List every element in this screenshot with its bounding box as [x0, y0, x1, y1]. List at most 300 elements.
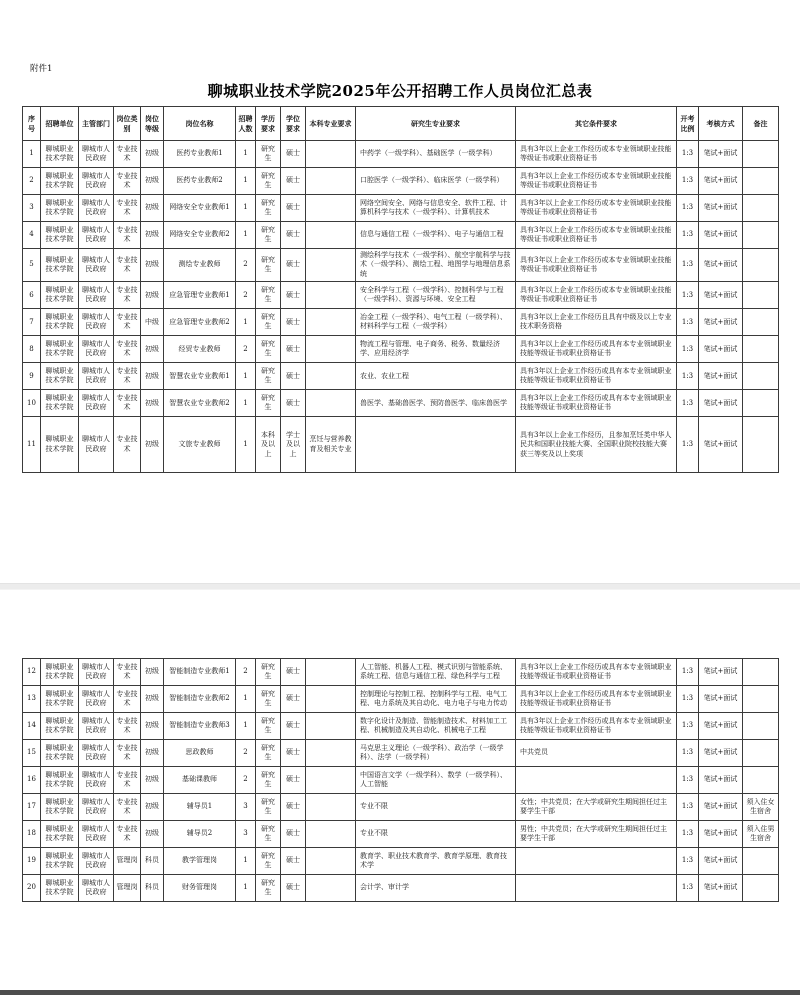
cell-supervising-dept: 聊城市人民政府	[79, 222, 114, 249]
cell-post-grade: 初级	[141, 363, 164, 390]
cell-exam-ratio: 1:3	[677, 659, 699, 686]
cell-post-grade: 初级	[141, 168, 164, 195]
cell-undergrad-major-req	[306, 767, 356, 794]
cell-education-req: 研究生	[256, 195, 281, 222]
cell-post-grade: 初级	[141, 821, 164, 848]
cell-education-req: 研究生	[256, 168, 281, 195]
cell-undergrad-major-req	[306, 141, 356, 168]
cell-undergrad-major-req	[306, 222, 356, 249]
cell-other-req: 中共党员	[516, 740, 677, 767]
column-header-seq: 序号	[23, 107, 41, 141]
cell-remarks	[743, 336, 779, 363]
table-row	[23, 875, 779, 902]
cell-seq: 15	[23, 740, 41, 767]
cell-graduate-major-req	[356, 417, 516, 473]
cell-remarks	[743, 363, 779, 390]
cell-undergrad-major-req	[306, 659, 356, 686]
cell-post-category: 专业技术	[114, 821, 141, 848]
cell-undergrad-major-req	[306, 686, 356, 713]
cell-supervising-dept: 聊城市人民政府	[79, 168, 114, 195]
cell-remarks	[743, 195, 779, 222]
cell-remarks	[743, 249, 779, 282]
table-row	[23, 363, 779, 390]
page-separator	[0, 583, 800, 590]
cell-post-category: 专业技术	[114, 713, 141, 740]
cell-supervising-dept: 聊城市人民政府	[79, 713, 114, 740]
cell-exam-ratio: 1:3	[677, 222, 699, 249]
cell-seq: 9	[23, 363, 41, 390]
cell-post-grade: 初级	[141, 195, 164, 222]
column-header-post-name: 岗位名称	[164, 107, 236, 141]
cell-post-category: 管理岗	[114, 875, 141, 902]
cell-seq: 2	[23, 168, 41, 195]
cell-other-req: 具有3年以上企业工作经历或具有本专业领域职业技能等级证书或职业资格证书	[516, 336, 677, 363]
cell-education-req: 研究生	[256, 249, 281, 282]
cell-exam-ratio: 1:3	[677, 309, 699, 336]
cell-post-name: 智能制造专业教师3	[164, 713, 236, 740]
cell-other-req: 具有3年以上企业工作经历或具有本专业领域职业技能等级证书或职业资格证书	[516, 363, 677, 390]
cell-post-category: 专业技术	[114, 168, 141, 195]
table-row	[23, 390, 779, 417]
cell-seq: 1	[23, 141, 41, 168]
cell-exam-ratio: 1:3	[677, 767, 699, 794]
cell-graduate-major-req: 测绘科学与技术（一级学科）、航空宇航科学与技术（一级学科）、测绘工程、地图学与地理信息系统	[356, 249, 516, 282]
cell-recruit-unit: 聊城职业技术学院	[41, 282, 79, 309]
cell-assessment-method: 笔试+面试	[699, 336, 743, 363]
cell-degree-req: 硕士	[281, 195, 306, 222]
cell-education-req: 研究生	[256, 767, 281, 794]
cell-undergrad-major-req	[306, 794, 356, 821]
cell-education-req: 研究生	[256, 848, 281, 875]
cell-exam-ratio: 1:3	[677, 363, 699, 390]
cell-post-name: 应急管理专业教师2	[164, 309, 236, 336]
cell-assessment-method: 笔试+面试	[699, 821, 743, 848]
table-row	[23, 249, 779, 282]
cell-other-req: 女性；中共党员；在大学或研究生期间担任过主要学生干部	[516, 794, 677, 821]
cell-supervising-dept: 聊城市人民政府	[79, 141, 114, 168]
cell-post-name: 文旅专业教师	[164, 417, 236, 473]
cell-recruit-unit: 聊城职业技术学院	[41, 417, 79, 473]
table-row	[23, 794, 779, 821]
cell-undergrad-major-req	[306, 740, 356, 767]
cell-headcount: 1	[236, 417, 256, 473]
cell-degree-req: 硕士	[281, 767, 306, 794]
cell-headcount: 2	[236, 767, 256, 794]
header-row	[23, 107, 779, 141]
cell-post-grade: 初级	[141, 659, 164, 686]
cell-remarks	[743, 848, 779, 875]
cell-exam-ratio: 1:3	[677, 390, 699, 417]
cell-assessment-method: 笔试+面试	[699, 740, 743, 767]
cell-post-category: 专业技术	[114, 417, 141, 473]
cell-undergrad-major-req	[306, 390, 356, 417]
cell-assessment-method: 笔试+面试	[699, 659, 743, 686]
cell-degree-req: 硕士	[281, 363, 306, 390]
cell-headcount: 2	[236, 336, 256, 363]
cell-supervising-dept: 聊城市人民政府	[79, 249, 114, 282]
cell-post-category: 专业技术	[114, 659, 141, 686]
cell-graduate-major-req: 冶金工程（一级学科）、电气工程（一级学科）、材料科学与工程（一级学科）	[356, 309, 516, 336]
cell-post-category: 专业技术	[114, 249, 141, 282]
cell-seq: 19	[23, 848, 41, 875]
cell-education-req: 研究生	[256, 659, 281, 686]
cell-headcount: 3	[236, 821, 256, 848]
cell-post-category: 专业技术	[114, 794, 141, 821]
cell-headcount: 2	[236, 659, 256, 686]
cell-post-name: 思政教师	[164, 740, 236, 767]
cell-post-grade: 科员	[141, 848, 164, 875]
cell-seq: 13	[23, 686, 41, 713]
cell-assessment-method: 笔试+面试	[699, 848, 743, 875]
cell-graduate-major-req: 中国语言文学（一级学科）、数学（一级学科）、人工智能	[356, 767, 516, 794]
cell-recruit-unit: 聊城职业技术学院	[41, 659, 79, 686]
cell-supervising-dept: 聊城市人民政府	[79, 417, 114, 473]
cell-post-category: 专业技术	[114, 141, 141, 168]
cell-assessment-method: 笔试+面试	[699, 309, 743, 336]
cell-degree-req: 硕士	[281, 168, 306, 195]
cell-supervising-dept: 聊城市人民政府	[79, 767, 114, 794]
cell-education-req: 研究生	[256, 794, 281, 821]
cell-assessment-method: 笔试+面试	[699, 249, 743, 282]
cell-degree-req: 硕士	[281, 794, 306, 821]
cell-seq: 8	[23, 336, 41, 363]
cell-undergrad-major-req	[306, 848, 356, 875]
cell-post-grade: 初级	[141, 141, 164, 168]
cell-assessment-method: 笔试+面试	[699, 767, 743, 794]
cell-seq: 6	[23, 282, 41, 309]
table-row	[23, 195, 779, 222]
cell-remarks	[743, 309, 779, 336]
cell-recruit-unit: 聊城职业技术学院	[41, 222, 79, 249]
cell-seq: 7	[23, 309, 41, 336]
cell-undergrad-major-req	[306, 713, 356, 740]
cell-post-grade: 初级	[141, 794, 164, 821]
cell-degree-req: 硕士	[281, 336, 306, 363]
cell-recruit-unit: 聊城职业技术学院	[41, 309, 79, 336]
cell-post-name: 智能制造专业教师2	[164, 686, 236, 713]
cell-headcount: 1	[236, 168, 256, 195]
cell-post-category: 专业技术	[114, 282, 141, 309]
cell-graduate-major-req: 专业不限	[356, 794, 516, 821]
cell-assessment-method: 笔试+面试	[699, 417, 743, 473]
cell-post-name: 网络安全专业教师1	[164, 195, 236, 222]
cell-post-name: 辅导员1	[164, 794, 236, 821]
cell-remarks	[743, 659, 779, 686]
cell-post-category: 专业技术	[114, 767, 141, 794]
cell-post-grade: 初级	[141, 336, 164, 363]
cell-recruit-unit: 聊城职业技术学院	[41, 195, 79, 222]
cell-supervising-dept: 聊城市人民政府	[79, 195, 114, 222]
cell-graduate-major-req: 兽医学、基础兽医学、预防兽医学、临床兽医学	[356, 390, 516, 417]
cell-post-name: 测绘专业教师	[164, 249, 236, 282]
recruitment-table-page1	[22, 106, 779, 473]
cell-recruit-unit: 聊城职业技术学院	[41, 794, 79, 821]
cell-other-req: 具有3年以上企业工作经历或本专业领域职业技能等级证书或职业资格证书	[516, 222, 677, 249]
cell-headcount: 1	[236, 195, 256, 222]
cell-other-req: 具有3年以上企业工作经历或具有本专业领域职业技能等级证书或职业资格证书	[516, 390, 677, 417]
cell-other-req: 具有3年以上企业工作经历或具有本专业领域职业技能等级证书或职业资格证书	[516, 686, 677, 713]
cell-seq: 12	[23, 659, 41, 686]
cell-graduate-major-req: 会计学、审计学	[356, 875, 516, 902]
cell-post-category: 专业技术	[114, 195, 141, 222]
cell-education-req: 研究生	[256, 740, 281, 767]
column-header-education-req: 学历要求	[256, 107, 281, 141]
column-header-graduate-major-req: 研究生专业要求	[356, 107, 516, 141]
cell-exam-ratio: 1:3	[677, 686, 699, 713]
cell-headcount: 1	[236, 222, 256, 249]
column-header-post-category: 岗位类别	[114, 107, 141, 141]
column-header-headcount: 招聘人数	[236, 107, 256, 141]
cell-undergrad-major-req	[306, 195, 356, 222]
cell-post-name: 智能制造专业教师1	[164, 659, 236, 686]
cell-undergrad-major-req	[306, 168, 356, 195]
cell-exam-ratio: 1:3	[677, 794, 699, 821]
cell-remarks: 须入住男生宿舍	[743, 821, 779, 848]
cell-degree-req: 硕士	[281, 659, 306, 686]
table-row	[23, 740, 779, 767]
cell-degree-req: 硕士	[281, 713, 306, 740]
cell-recruit-unit: 聊城职业技术学院	[41, 740, 79, 767]
cell-supervising-dept: 聊城市人民政府	[79, 363, 114, 390]
cell-other-req	[516, 875, 677, 902]
cell-supervising-dept: 聊城市人民政府	[79, 875, 114, 902]
cell-assessment-method: 笔试+面试	[699, 713, 743, 740]
cell-degree-req: 硕士	[281, 821, 306, 848]
cell-remarks	[743, 713, 779, 740]
column-header-remarks: 备注	[743, 107, 779, 141]
cell-recruit-unit: 聊城职业技术学院	[41, 767, 79, 794]
cell-education-req: 研究生	[256, 821, 281, 848]
table-row	[23, 821, 779, 848]
cell-supervising-dept: 聊城市人民政府	[79, 309, 114, 336]
cell-remarks	[743, 141, 779, 168]
cell-post-grade: 科员	[141, 875, 164, 902]
column-header-supervising-dept: 主管部门	[79, 107, 114, 141]
cell-other-req: 具有3年以上企业工作经历或具有本专业领域职业技能等级证书或职业资格证书	[516, 713, 677, 740]
table-row	[23, 417, 779, 473]
cell-seq: 17	[23, 794, 41, 821]
cell-recruit-unit: 聊城职业技术学院	[41, 821, 79, 848]
cell-education-req: 研究生	[256, 222, 281, 249]
cell-undergrad-major-req	[306, 282, 356, 309]
cell-exam-ratio: 1:3	[677, 249, 699, 282]
cell-remarks	[743, 740, 779, 767]
cell-remarks	[743, 875, 779, 902]
cell-supervising-dept: 聊城市人民政府	[79, 659, 114, 686]
cell-graduate-major-req: 数字化设计及制造、智能制造技术、材料加工工程、机械制造及其自动化、机械电子工程	[356, 713, 516, 740]
cell-recruit-unit: 聊城职业技术学院	[41, 713, 79, 740]
cell-undergrad-major-req	[306, 363, 356, 390]
cell-seq: 3	[23, 195, 41, 222]
cell-post-name: 医药专业教师2	[164, 168, 236, 195]
cell-headcount: 1	[236, 390, 256, 417]
cell-remarks	[743, 686, 779, 713]
cell-education-req: 本科及以上	[256, 417, 281, 473]
cell-supervising-dept: 聊城市人民政府	[79, 390, 114, 417]
cell-exam-ratio: 1:3	[677, 282, 699, 309]
cell-degree-req: 硕士	[281, 282, 306, 309]
table-row	[23, 309, 779, 336]
cell-exam-ratio: 1:3	[677, 417, 699, 473]
cell-undergrad-major-req	[306, 821, 356, 848]
table-row	[23, 336, 779, 363]
cell-post-grade: 初级	[141, 222, 164, 249]
cell-post-grade: 中级	[141, 309, 164, 336]
cell-recruit-unit: 聊城职业技术学院	[41, 390, 79, 417]
table-row	[23, 282, 779, 309]
cell-post-name: 基础课教师	[164, 767, 236, 794]
cell-supervising-dept: 聊城市人民政府	[79, 686, 114, 713]
cell-exam-ratio: 1:3	[677, 141, 699, 168]
cell-remarks	[743, 390, 779, 417]
cell-recruit-unit: 聊城职业技术学院	[41, 141, 79, 168]
cell-seq: 18	[23, 821, 41, 848]
cell-education-req: 研究生	[256, 363, 281, 390]
table-row	[23, 141, 779, 168]
cell-post-name: 应急管理专业教师1	[164, 282, 236, 309]
cell-headcount: 1	[236, 875, 256, 902]
cell-other-req: 具有3年以上企业工作经历或本专业领域职业技能等级证书或职业资格证书	[516, 141, 677, 168]
cell-other-req	[516, 767, 677, 794]
cell-assessment-method: 笔试+面试	[699, 363, 743, 390]
cell-headcount: 1	[236, 686, 256, 713]
cell-post-name: 智慧农业专业教师1	[164, 363, 236, 390]
cell-post-name: 医药专业教师1	[164, 141, 236, 168]
cell-seq: 10	[23, 390, 41, 417]
column-header-exam-ratio: 开考比例	[677, 107, 699, 141]
cell-graduate-major-req: 信息与通信工程（一级学科）、电子与通信工程	[356, 222, 516, 249]
cell-graduate-major-req: 物流工程与管理、电子商务、税务、数量经济学、应用经济学	[356, 336, 516, 363]
cell-remarks	[743, 222, 779, 249]
cell-post-category: 专业技术	[114, 740, 141, 767]
column-header-recruit-unit: 招聘单位	[41, 107, 79, 141]
cell-post-category: 专业技术	[114, 686, 141, 713]
cell-post-grade: 初级	[141, 767, 164, 794]
cell-education-req: 研究生	[256, 141, 281, 168]
table-row	[23, 848, 779, 875]
cell-education-req: 研究生	[256, 282, 281, 309]
cell-post-name: 网络安全专业教师2	[164, 222, 236, 249]
cell-headcount: 1	[236, 141, 256, 168]
cell-degree-req: 学士及以上	[281, 417, 306, 473]
recruitment-table-page2	[22, 658, 779, 902]
cell-other-req: 具有3年以上企业工作经历或本专业领域职业技能等级证书或职业资格证书	[516, 282, 677, 309]
cell-post-name: 财务管理岗	[164, 875, 236, 902]
cell-post-grade: 初级	[141, 390, 164, 417]
cell-headcount: 1	[236, 848, 256, 875]
cell-post-category: 专业技术	[114, 309, 141, 336]
column-header-degree-req: 学位要求	[281, 107, 306, 141]
cell-exam-ratio: 1:3	[677, 336, 699, 363]
cell-headcount: 3	[236, 794, 256, 821]
column-header-assessment-method: 考核方式	[699, 107, 743, 141]
cell-post-grade: 初级	[141, 740, 164, 767]
cell-assessment-method: 笔试+面试	[699, 390, 743, 417]
cell-headcount: 1	[236, 309, 256, 336]
cell-graduate-major-req: 教育学、职业技术教育学、教育学原理、教育技术学	[356, 848, 516, 875]
cell-recruit-unit: 聊城职业技术学院	[41, 168, 79, 195]
cell-other-req	[516, 848, 677, 875]
cell-post-name: 教学管理岗	[164, 848, 236, 875]
cell-exam-ratio: 1:3	[677, 168, 699, 195]
cell-graduate-major-req: 中药学（一级学科）、基础医学（一级学科）	[356, 141, 516, 168]
cell-graduate-major-req: 控制理论与控制工程、控制科学与工程、电气工程、电力系统及其自动化、电力电子与电力传动	[356, 686, 516, 713]
cell-post-grade: 初级	[141, 417, 164, 473]
table-row	[23, 767, 779, 794]
column-header-post-grade: 岗位等级	[141, 107, 164, 141]
cell-post-name: 经贸专业教师	[164, 336, 236, 363]
cell-graduate-major-req: 口腔医学（一级学科）、临床医学（一级学科）	[356, 168, 516, 195]
cell-degree-req: 硕士	[281, 249, 306, 282]
column-header-other-req: 其它条件要求	[516, 107, 677, 141]
table-row	[23, 168, 779, 195]
cell-exam-ratio: 1:3	[677, 875, 699, 902]
cell-recruit-unit: 聊城职业技术学院	[41, 249, 79, 282]
cell-degree-req: 硕士	[281, 141, 306, 168]
cell-exam-ratio: 1:3	[677, 821, 699, 848]
cell-remarks	[743, 417, 779, 473]
cell-assessment-method: 笔试+面试	[699, 168, 743, 195]
cell-post-category: 专业技术	[114, 336, 141, 363]
table-row	[23, 659, 779, 686]
cell-post-category: 管理岗	[114, 848, 141, 875]
table-row	[23, 222, 779, 249]
cell-seq: 5	[23, 249, 41, 282]
cell-assessment-method: 笔试+面试	[699, 875, 743, 902]
cell-post-category: 专业技术	[114, 222, 141, 249]
cell-supervising-dept: 聊城市人民政府	[79, 794, 114, 821]
cell-recruit-unit: 聊城职业技术学院	[41, 848, 79, 875]
cell-education-req: 研究生	[256, 390, 281, 417]
cell-assessment-method: 笔试+面试	[699, 222, 743, 249]
cell-exam-ratio: 1:3	[677, 195, 699, 222]
cell-headcount: 1	[236, 713, 256, 740]
cell-remarks	[743, 282, 779, 309]
attachment-label: 附件1	[30, 64, 53, 74]
cell-remarks	[743, 767, 779, 794]
cell-assessment-method: 笔试+面试	[699, 282, 743, 309]
cell-degree-req: 硕士	[281, 390, 306, 417]
cell-seq: 14	[23, 713, 41, 740]
cell-assessment-method: 笔试+面试	[699, 195, 743, 222]
cell-graduate-major-req: 网络空间安全、网络与信息安全、软件工程、计算机科学与技术（一级学科）、计算机技术	[356, 195, 516, 222]
cell-post-category: 专业技术	[114, 363, 141, 390]
cell-headcount: 2	[236, 249, 256, 282]
cell-exam-ratio: 1:3	[677, 713, 699, 740]
cell-headcount: 1	[236, 363, 256, 390]
cell-post-grade: 初级	[141, 282, 164, 309]
page-title: 聊城职业技术学院2025年公开招聘工作人员岗位汇总表	[207, 82, 593, 100]
cell-supervising-dept: 聊城市人民政府	[79, 821, 114, 848]
cell-post-name: 辅导员2	[164, 821, 236, 848]
cell-undergrad-major-req	[306, 875, 356, 902]
cell-post-category: 专业技术	[114, 390, 141, 417]
cell-recruit-unit: 聊城职业技术学院	[41, 336, 79, 363]
cell-graduate-major-req: 农业、农业工程	[356, 363, 516, 390]
cell-supervising-dept: 聊城市人民政府	[79, 740, 114, 767]
cell-other-req: 具有3年以上企业工作经历，且参加烹饪类中华人民共和国职业技能大赛、全国职业院校技能大赛获三等奖及以上奖项	[516, 417, 677, 473]
cell-education-req: 研究生	[256, 336, 281, 363]
cell-headcount: 2	[236, 740, 256, 767]
cell-seq: 16	[23, 767, 41, 794]
cell-supervising-dept: 聊城市人民政府	[79, 282, 114, 309]
cell-remarks	[743, 168, 779, 195]
cell-seq: 4	[23, 222, 41, 249]
cell-seq: 20	[23, 875, 41, 902]
cell-assessment-method: 笔试+面试	[699, 794, 743, 821]
cell-undergrad-major-req: 烹饪与营养教育及相关专业	[306, 417, 356, 473]
cell-degree-req: 硕士	[281, 740, 306, 767]
